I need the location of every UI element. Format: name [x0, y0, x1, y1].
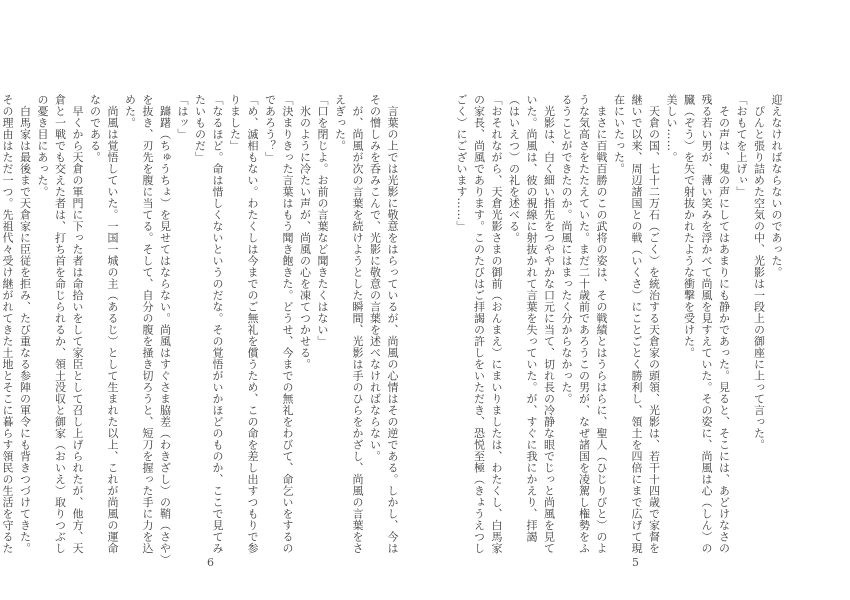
right-page	[425, 0, 850, 600]
left-page-number: 6	[207, 556, 214, 569]
left-page-body-text: 言葉の上では光影に敬意をはらっているが、尚風の心情はその逆である。しかし、今はその憎しみを呑みこんで、光影に敬意の言葉を述べなければならない。 が、尚風が次の言葉を続けようとした瞬間、光影は手のひらをかざし、尚風の言葉をさえぎった。 「口を閉じよ。お前の言葉など聞きたくはない」 氷のように冷たい声が、尚風の心を凍てつかせる。 「決まりきった言葉はもう聞き飽きた。どうせ、今までの無礼をわびて、命乞いをするのであろう？」 「め、滅相もない。わたくしは今までのご無礼を償うため、この命を差し出すつもりで参りました」 「なるほど。命は惜しくないというのだな。その覚悟がいかほどのものか、ここで見てみたいものだ」 「はッ」 躊躇（ちゅうちょ）を見せてはならない。尚風はすぐさま脇差（わきざし）の鞘（さや）を抜き、刃先を腹に当てる。そして、自分の腹を掻き切ろうと、短刀を握った手に力を込めた。 尚風は覚悟していた。一国一城の主（あるじ）として生まれた以上、これが尚風の運命なのである。 早くから天倉の軍門に下った者は命拾いをして家臣として召し上げられたが、他方、天倉と一戦でも交えた者は、打ち首を命じられるか、領土没収と御家（おいえ）取りつぶしの憂き目にあった。 白馬家は最後まで天倉家に臣従を拒み、たび重なる参陣の軍令にも背きつづけてきた。その理由はただ一つ。先祖代々受け継がれてきた土地とそこに暮らす領民の生活を守るた	[1, 94, 399, 560]
right-page-body-text: 迎えなければならないのであった。 ぴんと張り詰めた空気の中、光影は一段上の御座に上って言った。 「おもてを上げぃ」 その声は、鬼の声にしてはあまりにも静かであった。見ると、そこには、あどけなさの残る若い男が、薄い笑みを浮かべて尚風を見すえていた。その姿に、尚風は心（しん）の臓（ぞう）を矢で射抜かれたような衝撃を受けた。 美しい……。 天倉の国、七十二万石（ごく）を統治する天倉家の頭領、光影は、若干十四歳で家督を継いで以来、周辺諸国との戦（いくさ）にことごとく勝利し、領土を四倍にまで広げて現在にいたった。 まさに百戦百勝のこの武将の姿は、その戦績とはうらはらに、聖人（ひじりびと）のような気高さをたたえていた。まだ二十歳前であろうこの男が、なぜ諸国を凌駕し権勢をふるうことができたのか。尚風にはまったく分からなかった。 光影は、白く細い指先をつややかな口元に当て、切れ長の冷静な眼でじっと尚風を見ていた。尚風は、彼の視線に射抜かれて言葉を失っていた。が、すぐに我にかえり、拝謁（はいえつ）の礼を述べる。 「おそれながら、天倉光影さまの御前（おんまえ）にまいりましたは、わたくし、白馬家の家長、尚風であります。このたびはご拝謁の許しをいただき、恐悦至極（きょうえつしごく）にございます……」	[455, 94, 783, 554]
right-page-number: 5	[632, 556, 639, 569]
